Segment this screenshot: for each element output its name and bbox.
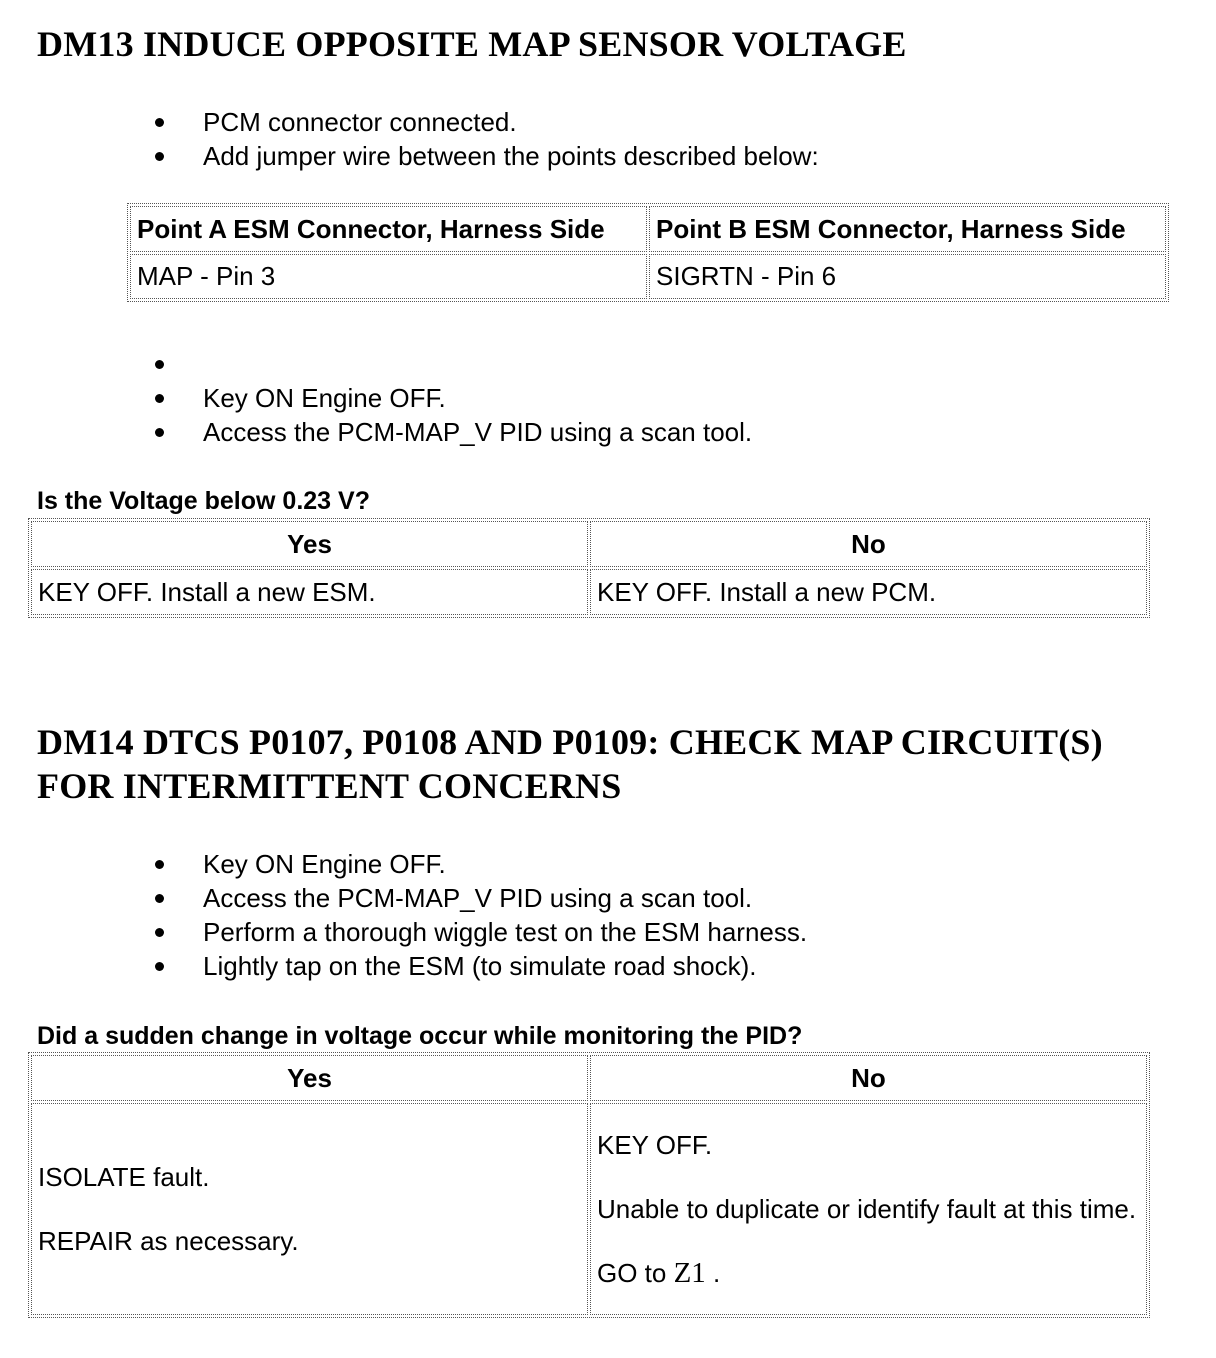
dm14-title-line1: DM14 DTCS P0107, P0108 AND P0109: CHECK MAP CIRCUIT(S) [37,722,1103,762]
goto-suffix: . [705,1258,721,1288]
table-cell-point-b: SIGRTN - Pin 6 [649,254,1166,299]
list-item: Lightly tap on the ESM (to simulate road shock). [150,949,807,983]
list-item: Access the PCM-MAP_V PID using a scan tool. [150,881,807,915]
list-item: Access the PCM-MAP_V PID using a scan tool. [150,415,752,449]
list-item: Perform a thorough wiggle test on the ESM harness. [150,915,807,949]
no-line-unable: Unable to duplicate or identify fault at this time. [597,1194,1137,1224]
jumper-points-table [127,203,1169,302]
dm14-title [37,720,1103,808]
no-line-goto [597,1257,1140,1289]
table-header-point-b: Point B ESM Connector, Harness Side [649,206,1166,252]
yes-header: Yes [31,521,588,567]
yes-answer [31,1103,588,1315]
yes-line-repair: REPAIR as necessary. [38,1226,299,1256]
yes-answer: KEY OFF. Install a new ESM. [31,569,588,615]
dm14-title-line2: FOR INTERMITTENT CONCERNS [37,766,622,806]
list-item: Key ON Engine OFF. [150,847,807,881]
no-header: No [590,1055,1147,1101]
dm14-question: Did a sudden change in voltage occur while monitoring the PID? [37,1022,803,1050]
z1-link[interactable]: Z1 [673,1257,706,1289]
table-row [130,254,1166,299]
list-item: Key ON Engine OFF. [150,381,752,415]
table-cell-point-a: MAP - Pin 3 [130,254,647,299]
yes-line-isolate: ISOLATE fault. [38,1162,210,1192]
yes-header: Yes [31,1055,588,1101]
list-item-empty [150,347,752,381]
dm13-question: Is the Voltage below 0.23 V? [37,487,370,515]
no-answer [590,1103,1147,1315]
table-header-point-a: Point A ESM Connector, Harness Side [130,206,647,252]
dm13-steps-before [150,105,819,173]
list-item: PCM connector connected. [150,105,819,139]
no-header: No [590,521,1147,567]
no-answer: KEY OFF. Install a new PCM. [590,569,1147,615]
table-row [31,569,1147,615]
dm14-answer-table [28,1052,1150,1318]
goto-prefix: GO to [597,1258,674,1288]
table-row [31,1103,1147,1315]
dm13-steps-after [150,347,752,449]
dm14-steps [150,847,807,983]
dm13-title: DM13 INDUCE OPPOSITE MAP SENSOR VOLTAGE [37,24,907,64]
no-line-key-off: KEY OFF. [597,1130,713,1160]
list-item: Add jumper wire between the points described below: [150,139,819,173]
dm13-answer-table [28,518,1150,618]
